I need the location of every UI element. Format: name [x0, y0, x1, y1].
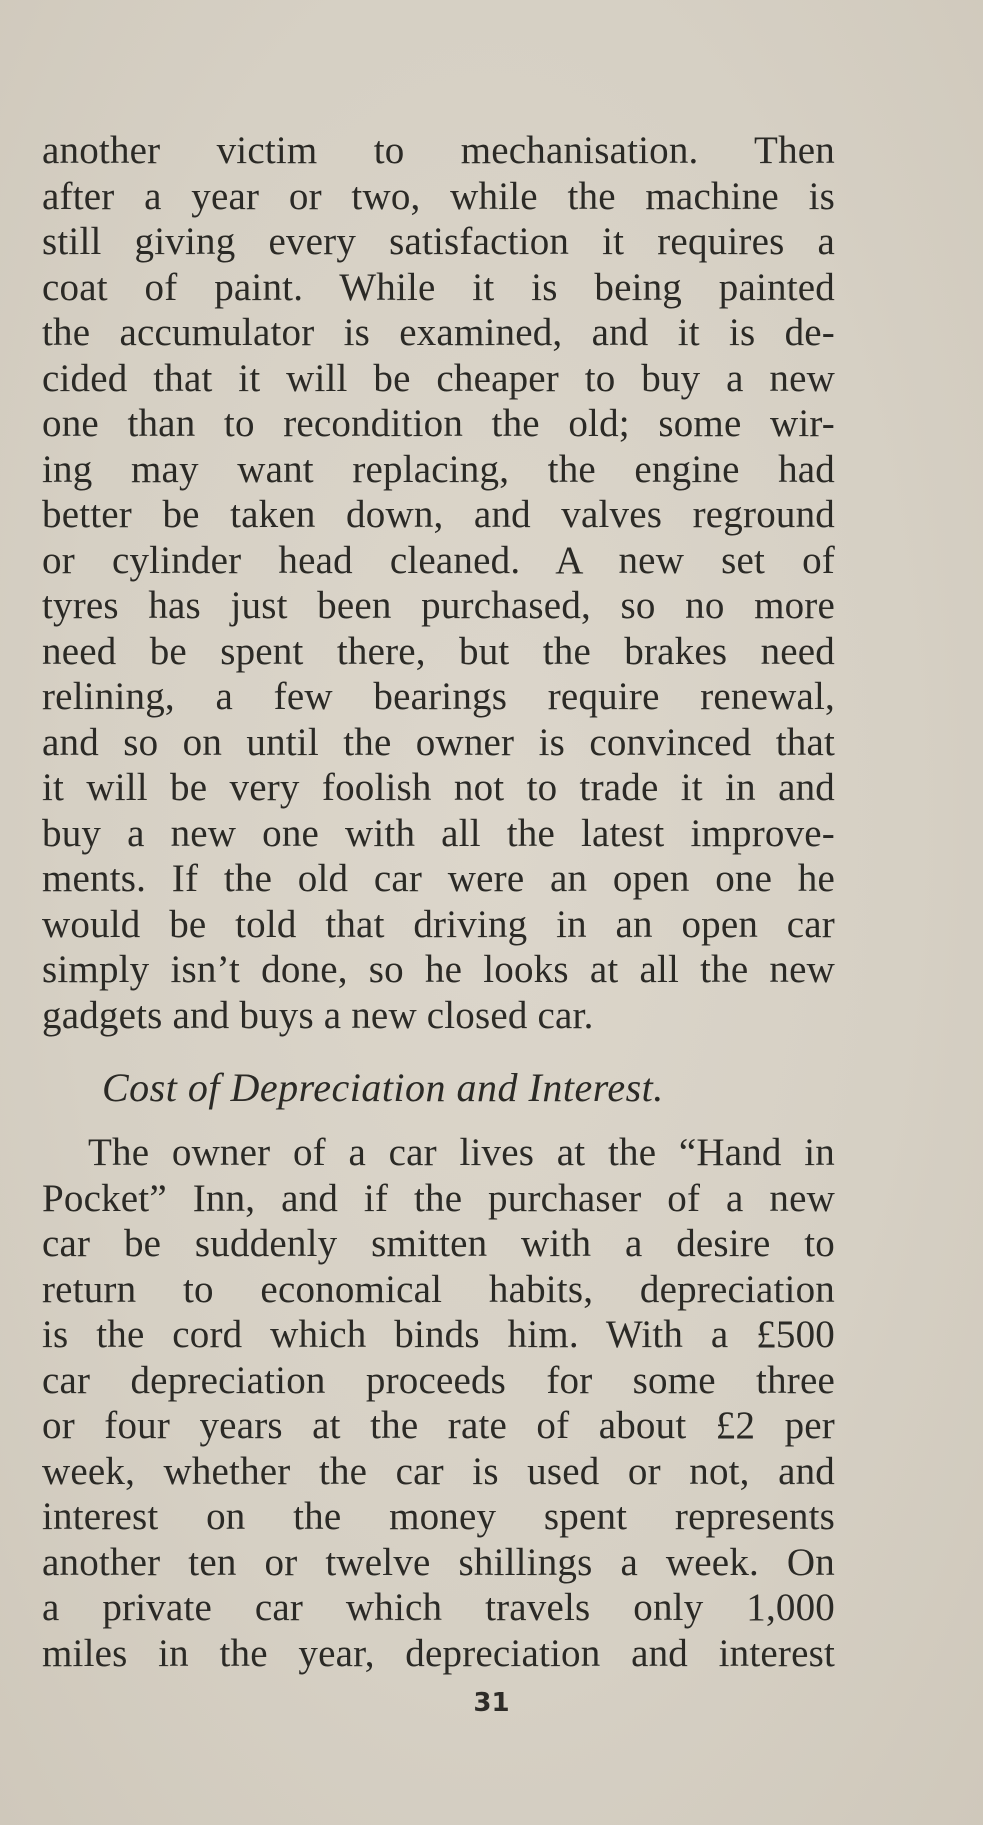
section-heading: Cost of Depreciation and Interest. — [102, 1065, 664, 1110]
text-line: one than to recondition the old; some wir- — [42, 402, 835, 445]
page-number: 31 — [473, 1688, 510, 1718]
text-line: ments. If the old car were an open one he — [42, 857, 835, 900]
text-line: the accumulator is examined, and it is de- — [42, 311, 835, 354]
text-line: or cylinder head cleaned. A new set of — [42, 538, 835, 582]
text-line: return to economical habits, depreciation — [42, 1267, 835, 1311]
text-line: coat of paint. While it is being painted — [42, 265, 835, 309]
text-line: ing may want replacing, the engine had — [42, 447, 835, 491]
text-line: still giving every satisfaction it requires a — [42, 220, 835, 263]
text-line: tyres has just been purchased, so no more — [42, 584, 835, 627]
text-line: and so on until the owner is convinced that — [42, 720, 835, 764]
text-line: interest on the money spent represents — [42, 1495, 835, 1538]
text-line: or four years at the rate of about £2 per — [42, 1404, 835, 1447]
paragraph-mechanisation — [42, 128, 835, 1038]
text-line: after a year or two, while the machine is — [42, 174, 835, 218]
text-line: car depreciation proceeds for some three — [42, 1358, 835, 1402]
text-line: gadgets and buys a new closed car. — [42, 993, 594, 1037]
text-line: better be taken down, and valves reground — [42, 493, 835, 536]
text-line: Pocket” Inn, and if the purchaser of a new — [42, 1176, 835, 1220]
text-line: The owner of a car lives at the “Hand in — [88, 1131, 835, 1174]
text-line: another victim to mechanisation. Then — [42, 129, 835, 172]
text-line: is the cord which binds him. With a £500 — [42, 1313, 835, 1356]
text-line: need be spent there, but the brakes need — [42, 629, 835, 673]
text-line: simply isn’t done, so he looks at all the new — [42, 948, 835, 991]
text-line: buy a new one with all the latest improve- — [42, 811, 835, 855]
text-line: car be suddenly smitten with a desire to — [42, 1222, 835, 1265]
text-line: another ten or twelve shillings a week. On — [42, 1540, 835, 1584]
text-line: relining, a few bearings require renewal, — [42, 675, 835, 718]
text-line: a private car which travels only 1,000 — [42, 1586, 835, 1629]
text-line: cided that it will be cheaper to buy a new — [42, 356, 835, 400]
text-line: week, whether the car is used or not, and — [42, 1449, 835, 1493]
text-line: it will be very foolish not to trade it in and — [42, 766, 835, 809]
text-line: miles in the year, depreciation and interest — [42, 1631, 835, 1675]
text-line: would be told that driving in an open car — [42, 902, 835, 946]
paragraph-depreciation — [42, 1130, 835, 1676]
